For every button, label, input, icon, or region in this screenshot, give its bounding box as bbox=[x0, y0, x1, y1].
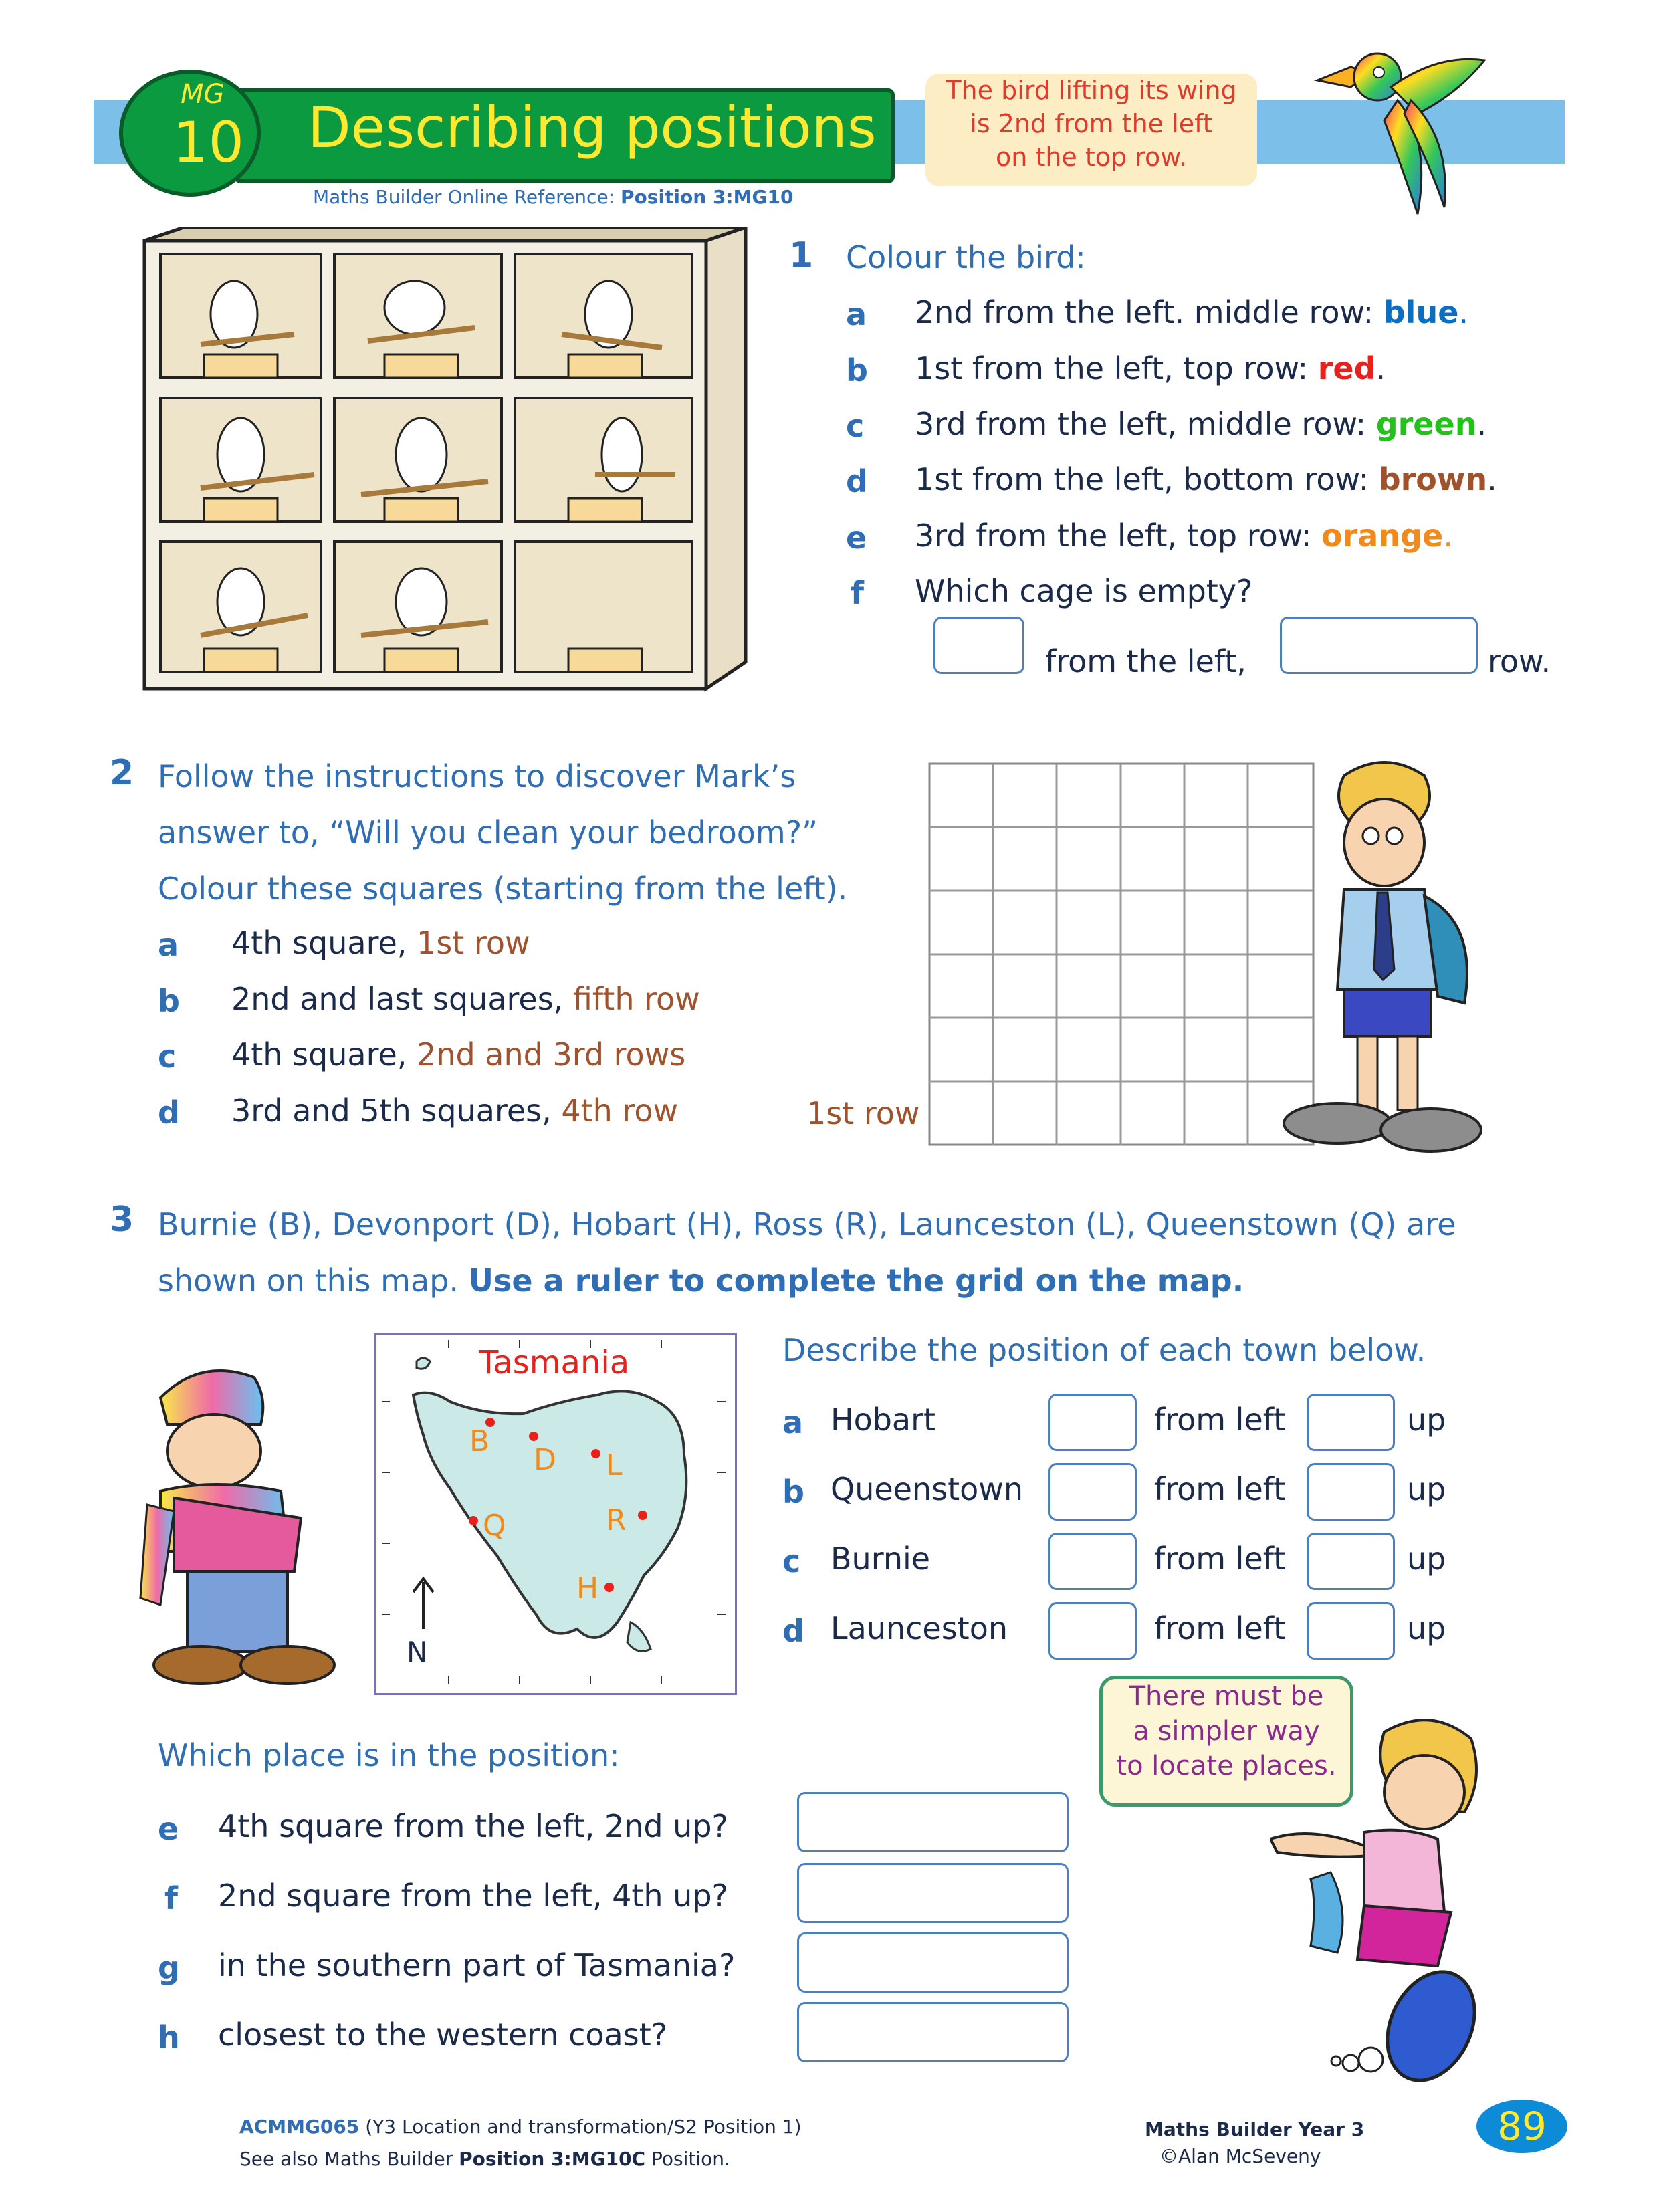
rainbow-bird-illustration bbox=[1304, 40, 1491, 221]
q1d-end: . bbox=[1487, 461, 1497, 497]
q2-line-2: answer to, “Will you clean your bedroom?” bbox=[158, 814, 818, 851]
see-also-code: Position 3:MG10C bbox=[459, 2148, 646, 2170]
q2d-text bbox=[231, 1093, 678, 1129]
q1f-row-label: row. bbox=[1488, 643, 1551, 679]
q3d-up-label: up bbox=[1407, 1610, 1446, 1646]
book-title: Maths Builder Year 3 bbox=[1145, 2118, 1365, 2140]
q1a-colour: blue bbox=[1383, 294, 1459, 330]
q3-line-2-instruction: Use a ruler to complete the grid on the map. bbox=[468, 1262, 1244, 1299]
q2a-letter: a bbox=[158, 927, 179, 963]
q2-line-1: Follow the instructions to discover Mark’s bbox=[158, 758, 796, 794]
q3g-answer-box[interactable] bbox=[797, 1932, 1069, 1993]
speech-line-1: There must be bbox=[1129, 1681, 1324, 1712]
q3c-from-left-label: from left bbox=[1154, 1541, 1286, 1577]
q2c-squares: 4th square, bbox=[231, 1036, 417, 1073]
q3c-up-label: up bbox=[1407, 1541, 1446, 1577]
q2-number: 2 bbox=[110, 753, 134, 793]
thinking-boy-illustration bbox=[1264, 749, 1518, 1164]
q3g-question: in the southern part of Tasmania? bbox=[218, 1947, 736, 1983]
q3-line-1: Burnie (B), Devonport (D), Hobart (H), Ross (R), Launceston (L), Queenstown (Q) are bbox=[158, 1206, 1456, 1242]
hint-line-1: The bird lifting its wing bbox=[946, 76, 1237, 105]
q1d-letter: d bbox=[846, 463, 868, 500]
q1c-text bbox=[915, 406, 1486, 442]
q1b-text bbox=[915, 350, 1386, 386]
online-reference bbox=[313, 186, 793, 208]
first-row-label: 1st row bbox=[806, 1095, 920, 1131]
q2d-squares: 3rd and 5th squares, bbox=[231, 1093, 562, 1129]
map-label-queenstown: Q bbox=[483, 1509, 506, 1543]
q2c-rows: 2nd and 3rd rows bbox=[417, 1036, 686, 1073]
q1c-letter: c bbox=[846, 408, 865, 444]
q1f-row-answer-box[interactable] bbox=[1280, 617, 1478, 674]
q3e-letter: e bbox=[158, 1811, 179, 1847]
hint-line-2: is 2nd from the left bbox=[970, 109, 1213, 138]
map-label-ross: R bbox=[606, 1503, 627, 1537]
q1f-letter: f bbox=[851, 575, 865, 611]
map-label-burnie: B bbox=[469, 1424, 490, 1458]
q2b-rows: fifth row bbox=[572, 981, 700, 1017]
q1b-colour: red bbox=[1317, 350, 1376, 386]
q1c-end: . bbox=[1476, 406, 1487, 442]
q3d-letter: d bbox=[782, 1613, 804, 1649]
q1a-end: . bbox=[1458, 294, 1469, 330]
q3a-letter: a bbox=[782, 1404, 804, 1440]
curriculum-code: ACMMG065 bbox=[239, 2116, 360, 2138]
q3f-letter: f bbox=[164, 1880, 179, 1916]
q2b-letter: b bbox=[158, 983, 180, 1019]
curriculum-description: (Y3 Location and transformation/S2 Position 1) bbox=[359, 2116, 802, 2138]
q1d-instruction: 1st from the left, bottom row: bbox=[915, 461, 1379, 497]
q3-line-2 bbox=[158, 1262, 1244, 1299]
q2b-squares: 2nd and last squares, bbox=[231, 981, 573, 1017]
author-credit: ©Alan McSeveny bbox=[1159, 2145, 1321, 2167]
page-title: Describing positions bbox=[308, 95, 877, 160]
q1c-colour: green bbox=[1375, 406, 1477, 442]
q2a-rows: 1st row bbox=[417, 925, 530, 961]
q1f-question: Which cage is empty? bbox=[915, 573, 1253, 609]
q3f-answer-box[interactable] bbox=[797, 1863, 1069, 1923]
q3a-from-left-box[interactable] bbox=[1048, 1394, 1137, 1451]
map-title: Tasmania bbox=[479, 1344, 630, 1381]
q1b-instruction: 1st from the left, top row: bbox=[915, 350, 1318, 386]
see-also-suffix: Position. bbox=[645, 2148, 730, 2170]
q1b-end: . bbox=[1375, 350, 1386, 386]
q3h-question: closest to the western coast? bbox=[218, 2017, 668, 2053]
q1f-from-left-label: from the left, bbox=[1045, 643, 1246, 679]
north-label: N bbox=[407, 1636, 428, 1668]
q3d-from-left-box[interactable] bbox=[1048, 1602, 1137, 1660]
q1e-text bbox=[915, 518, 1453, 554]
q3g-letter: g bbox=[158, 1950, 180, 1986]
q3b-town: Queenstown bbox=[831, 1471, 1024, 1507]
q3a-from-left-label: from left bbox=[1154, 1402, 1286, 1438]
speech-line-2: a simpler way bbox=[1133, 1716, 1320, 1747]
hint-line-3: on the top row. bbox=[996, 142, 1187, 172]
topic-code-number: 10 bbox=[173, 110, 244, 175]
q1c-instruction: 3rd from the left, middle row: bbox=[915, 406, 1376, 442]
tasmania-map-drawing bbox=[376, 1335, 731, 1689]
which-place-prompt: Which place is in the position: bbox=[158, 1737, 620, 1773]
curriculum-code-line bbox=[239, 2116, 802, 2138]
q1-prompt: Colour the bird: bbox=[846, 239, 1086, 275]
q3c-letter: c bbox=[782, 1543, 801, 1579]
page-number: 89 bbox=[1476, 2100, 1567, 2153]
colouring-grid[interactable] bbox=[928, 762, 1316, 1147]
q1d-text bbox=[915, 461, 1497, 497]
q2c-text bbox=[231, 1036, 685, 1073]
hint-box bbox=[925, 74, 1257, 186]
q3-number: 3 bbox=[110, 1200, 134, 1240]
q3c-town: Burnie bbox=[831, 1541, 931, 1577]
q1-number: 1 bbox=[789, 235, 814, 275]
q2a-text bbox=[231, 925, 530, 961]
q3a-up-box[interactable] bbox=[1307, 1394, 1395, 1451]
q2b-text bbox=[231, 981, 700, 1017]
map-label-devonport: D bbox=[534, 1443, 556, 1477]
q3e-question: 4th square from the left, 2nd up? bbox=[218, 1808, 728, 1844]
q3h-answer-box[interactable] bbox=[797, 2002, 1069, 2062]
q3b-up-label: up bbox=[1407, 1471, 1446, 1507]
pointing-child-illustration bbox=[1270, 1712, 1511, 2086]
online-ref-prefix: Maths Builder Online Reference: bbox=[313, 186, 621, 208]
q2d-letter: d bbox=[158, 1095, 180, 1131]
q2a-squares: 4th square, bbox=[231, 925, 417, 961]
q3a-town: Hobart bbox=[831, 1402, 936, 1438]
q3f-question: 2nd square from the left, 4th up? bbox=[218, 1878, 728, 1914]
q1d-colour: brown bbox=[1378, 461, 1488, 497]
describe-prompt: Describe the position of each town below. bbox=[782, 1332, 1426, 1368]
q3b-up-box[interactable] bbox=[1307, 1463, 1395, 1521]
map-label-hobart: H bbox=[576, 1571, 599, 1606]
q2d-rows: 4th row bbox=[561, 1093, 679, 1129]
q1a-instruction: 2nd from the left. middle row: bbox=[915, 294, 1384, 330]
topic-code-prefix: MG bbox=[181, 79, 225, 110]
q3h-letter: h bbox=[158, 2019, 180, 2056]
q3d-town: Launceston bbox=[831, 1610, 1008, 1646]
q3c-up-box[interactable] bbox=[1307, 1533, 1395, 1590]
see-also-line bbox=[239, 2148, 730, 2170]
q3d-up-box[interactable] bbox=[1307, 1602, 1395, 1660]
bird-cages-illustration bbox=[140, 227, 756, 695]
q2c-letter: c bbox=[158, 1038, 177, 1075]
q3b-from-left-label: from left bbox=[1154, 1471, 1286, 1507]
q1e-colour: orange bbox=[1321, 518, 1444, 554]
q2-line-3: Colour these squares (starting from the left). bbox=[158, 871, 848, 907]
q3-line-2-plain: shown on this map. bbox=[158, 1262, 469, 1299]
q1e-letter: e bbox=[846, 520, 867, 556]
q3a-up-label: up bbox=[1407, 1402, 1446, 1438]
speech-line-3: to locate places. bbox=[1116, 1751, 1337, 1781]
q1a-text bbox=[915, 294, 1468, 330]
map-label-launceston: L bbox=[606, 1448, 623, 1482]
q1e-instruction: 3rd from the left, top row: bbox=[915, 518, 1321, 554]
cold-boy-illustration bbox=[134, 1351, 361, 1698]
q1e-end: . bbox=[1443, 518, 1453, 554]
q1a-letter: a bbox=[846, 296, 867, 332]
see-also-prefix: See also Maths Builder bbox=[239, 2148, 459, 2170]
q3c-from-left-box[interactable] bbox=[1048, 1533, 1137, 1590]
q1f-column-answer-box[interactable] bbox=[933, 617, 1024, 674]
q3d-from-left-label: from left bbox=[1154, 1610, 1286, 1646]
q1b-letter: b bbox=[846, 352, 868, 389]
q3b-letter: b bbox=[782, 1474, 804, 1510]
q3e-answer-box[interactable] bbox=[797, 1792, 1069, 1852]
online-ref-code: Position 3:MG10 bbox=[621, 186, 794, 208]
q3b-from-left-box[interactable] bbox=[1048, 1463, 1137, 1521]
